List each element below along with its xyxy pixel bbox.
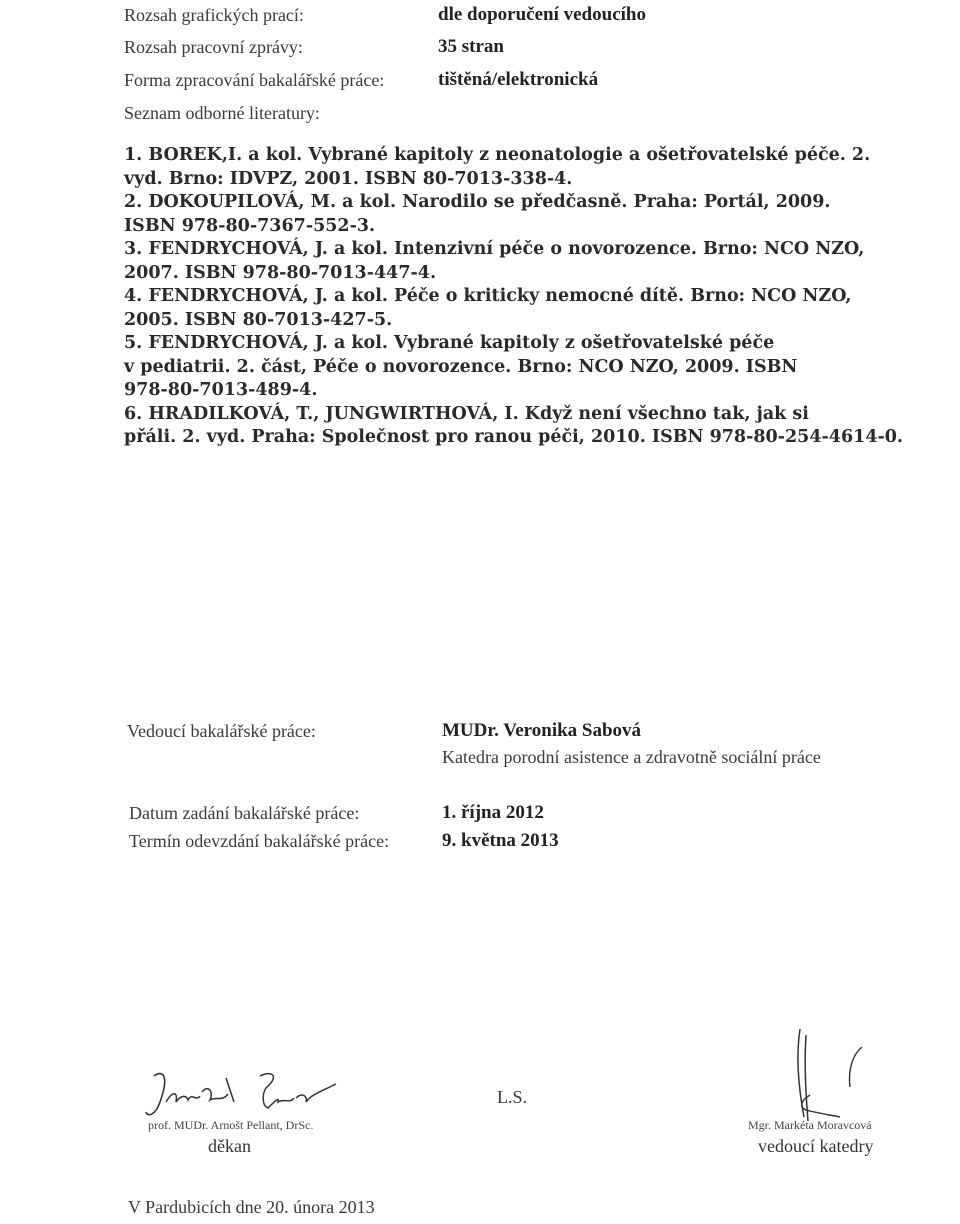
literature-line: 1. BOREK,I. a kol. Vybrané kapitoly z neonatologie a ošetřovatelské péče. 2.: [124, 145, 871, 165]
seal-label: L.S.: [497, 1087, 528, 1107]
field-value-graphics-scope: dle doporučení vedoucího: [438, 4, 646, 25]
date-submission-label: Termín odevzdání bakalářské práce:: [129, 831, 390, 851]
field-value-thesis-form: tištěná/elektronická: [438, 69, 599, 90]
literature-line: v pediatrii. 2. část, Péče o novorozence. Brno: NCO NZO, 2009. ISBN: [124, 356, 798, 377]
dean-role: děkan: [208, 1136, 251, 1156]
supervisor-name: [442, 720, 641, 742]
field-label-graphics-scope: Rozsah grafických prací:: [124, 5, 304, 25]
field-label-report-scope: Rozsah pracovní zprávy:: [124, 37, 303, 57]
literature-line: ISBN 978-80-7367-552-3.: [124, 215, 376, 236]
date-assigned-value: 1. října 2012: [442, 802, 544, 823]
field-label-literature: Seznam odborné literatury:: [124, 103, 320, 123]
literature-list: [124, 144, 924, 450]
field-value-report-scope: 35 stran: [438, 36, 504, 57]
supervisor-prefix: MUDr.: [442, 720, 499, 741]
literature-line: 6. HRADILKOVÁ, T., JUNGWIRTHOVÁ, I. Když není všechno tak, jak si: [124, 403, 809, 424]
literature-line: 3. FENDRYCHOVÁ, J. a kol. Intenzivní péče o novorozence. Brno: NCO NZO,: [124, 239, 865, 259]
supervisor-department: Katedra porodní asistence a zdravotně sociální práce: [442, 747, 821, 767]
literature-line: 978-80-7013-489-4.: [124, 380, 318, 400]
literature-line: 2005. ISBN 80-7013-427-5.: [124, 309, 393, 330]
date-submission-value: 9. května 2013: [442, 830, 559, 851]
literature-line: přáli. 2. vyd. Praha: Společnost pro ranou péči, 2010. ISBN 978-80-254-4614-0.: [124, 427, 904, 447]
head-signature: [770, 1025, 880, 1125]
literature-line: vyd. Brno: IDVPZ, 2001. ISBN 80-7013-338-4.: [124, 168, 573, 189]
literature-line: 5. FENDRYCHOVÁ, J. a kol. Vybrané kapitoly z ošetřovatelské péče: [124, 333, 775, 353]
literature-line: 2. DOKOUPILOVÁ, M. a kol. Narodilo se předčasně. Praha: Portál, 2009.: [124, 192, 831, 212]
field-label-thesis-form: Forma zpracování bakalářské práce:: [124, 70, 385, 90]
head-name: Mgr. Markéta Moravcová: [748, 1118, 872, 1132]
place-date: V Pardubicích dne 20. února 2013: [128, 1197, 375, 1217]
supervisor-fullname: Veronika Sabová: [503, 720, 642, 741]
date-assigned-label: Datum zadání bakalářské práce:: [129, 803, 360, 823]
head-role: vedoucí katedry: [758, 1136, 874, 1156]
literature-line: 4. FENDRYCHOVÁ, J. a kol. Péče o kriticky nemocné dítě. Brno: NCO NZO,: [124, 286, 852, 306]
dean-name: prof. MUDr. Arnošt Pellant, DrSc.: [148, 1118, 314, 1132]
supervisor-label: Vedoucí bakalářské práce:: [127, 721, 316, 741]
literature-line: 2007. ISBN 978-80-7013-447-4.: [124, 262, 437, 283]
